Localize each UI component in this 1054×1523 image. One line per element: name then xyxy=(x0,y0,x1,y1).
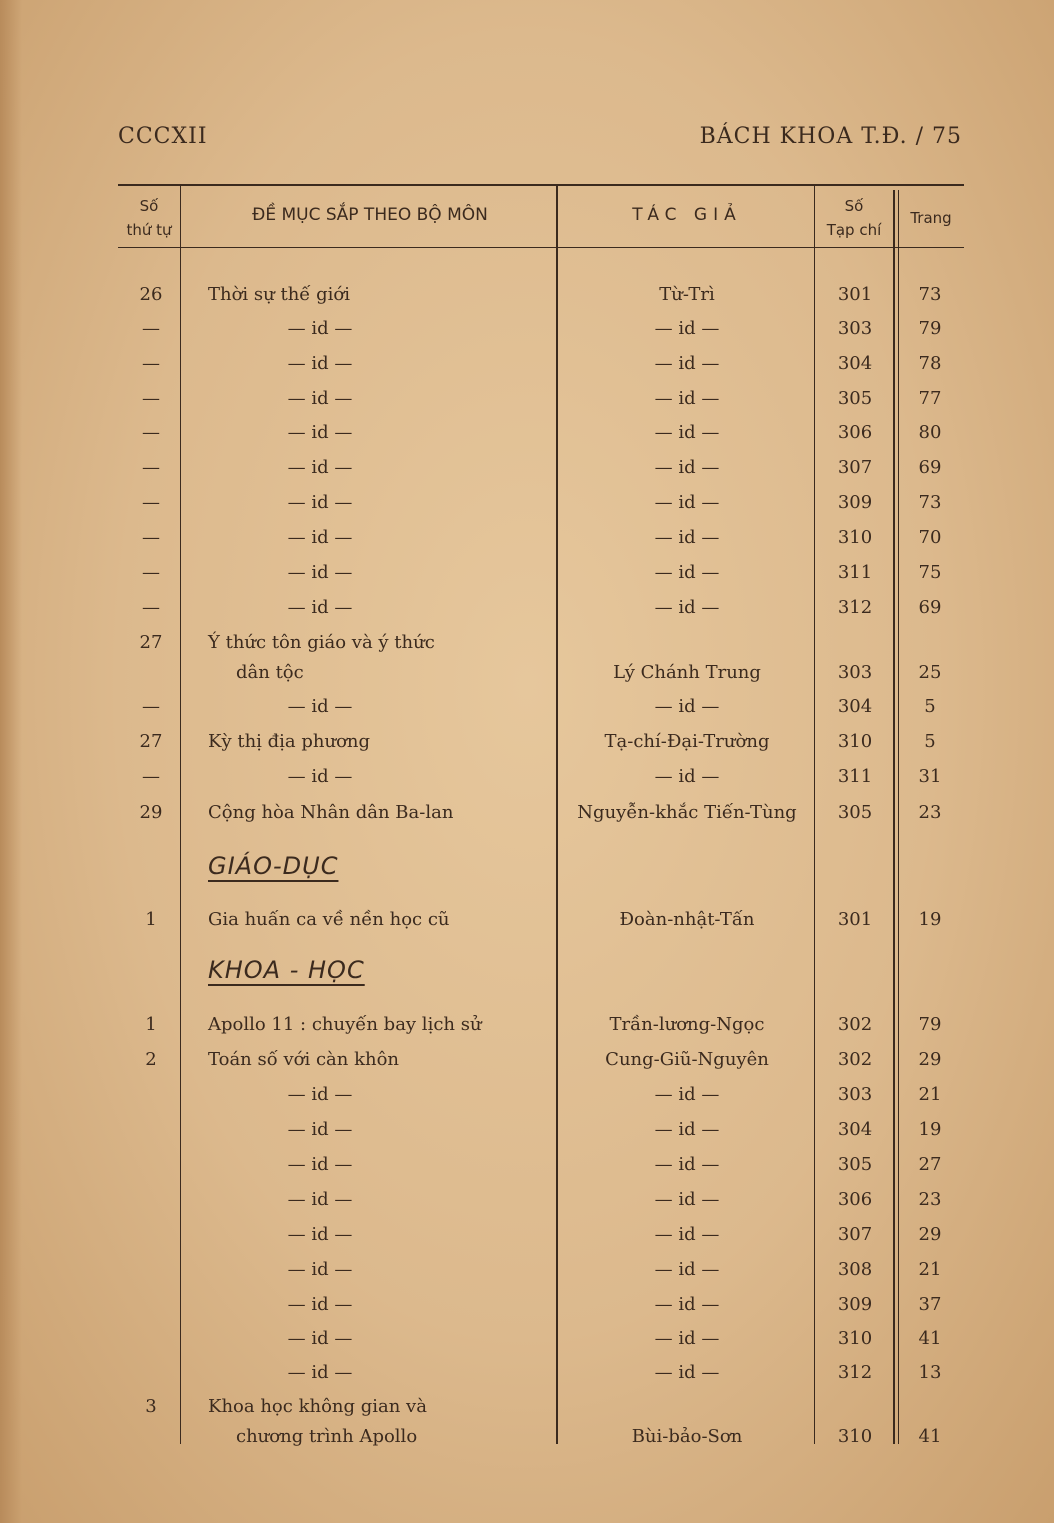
row-title: — id — xyxy=(287,1119,353,1140)
table-row xyxy=(0,451,1054,485)
journal-title-page: BÁCH KHOA T.Đ. / 75 xyxy=(699,124,962,149)
row-number: 1 xyxy=(145,1014,157,1035)
table-row xyxy=(0,347,1054,381)
row-number: — xyxy=(142,766,160,787)
row-author: — id — xyxy=(654,1259,720,1280)
row-issue: 312 xyxy=(837,1362,873,1383)
column-header-page: Trang xyxy=(910,209,952,227)
table-row xyxy=(0,278,1054,312)
table-row xyxy=(0,416,1054,450)
row-page: 5 xyxy=(924,696,936,717)
table-row xyxy=(0,1183,1054,1217)
row-issue: 305 xyxy=(837,802,873,823)
row-title: — id — xyxy=(287,353,353,374)
table-row xyxy=(0,1288,1054,1322)
row-number: 27 xyxy=(139,632,163,653)
row-page: 5 xyxy=(924,731,936,752)
page-header xyxy=(118,124,962,158)
table-row xyxy=(0,1322,1054,1356)
row-page: 75 xyxy=(918,562,942,583)
row-title: — id — xyxy=(287,597,353,618)
row-title: — id — xyxy=(287,766,353,787)
row-number: 26 xyxy=(139,284,163,305)
table-row xyxy=(0,760,1054,794)
row-number: — xyxy=(142,562,160,583)
table-row xyxy=(0,591,1054,625)
row-page: 69 xyxy=(918,457,942,478)
header-bottom-rule xyxy=(118,247,964,248)
row-page: 41 xyxy=(918,1328,942,1349)
row-author: — id — xyxy=(654,1189,720,1210)
row-author: — id — xyxy=(654,353,720,374)
row-title: — id — xyxy=(287,1328,353,1349)
row-number: — xyxy=(142,527,160,548)
column-header-number: Số thứ tự xyxy=(126,197,172,239)
row-author: — id — xyxy=(654,1119,720,1140)
row-issue: 310 xyxy=(837,731,873,752)
row-title: — id — xyxy=(287,1224,353,1245)
row-page: 73 xyxy=(918,492,942,513)
roman-page-number: CCCXII xyxy=(118,124,208,149)
row-issue: 302 xyxy=(837,1014,873,1035)
row-issue: 307 xyxy=(837,1224,873,1245)
row-number: 2 xyxy=(145,1049,157,1070)
row-title: — id — xyxy=(287,388,353,409)
row-title: dân tộc xyxy=(236,662,304,683)
row-number: — xyxy=(142,388,160,409)
row-title: chương trình Apollo xyxy=(236,1426,418,1447)
table-row xyxy=(0,312,1054,346)
row-issue: 303 xyxy=(837,318,873,339)
table-row xyxy=(0,521,1054,555)
table-row xyxy=(0,556,1054,590)
row-title: — id — xyxy=(287,527,353,548)
row-author: — id — xyxy=(654,562,720,583)
row-issue: 309 xyxy=(837,1294,873,1315)
row-title: — id — xyxy=(287,1294,353,1315)
row-author: Đoàn-nhật-Tấn xyxy=(619,909,755,930)
row-issue: 306 xyxy=(837,1189,873,1210)
table-row xyxy=(0,626,1054,660)
row-page: 19 xyxy=(918,909,942,930)
row-number: 29 xyxy=(139,802,163,823)
row-issue: 311 xyxy=(837,766,873,787)
row-issue: 310 xyxy=(837,1426,873,1447)
table-row xyxy=(0,656,1054,690)
row-page: 27 xyxy=(918,1154,942,1175)
table-row xyxy=(0,796,1054,830)
row-page: 69 xyxy=(918,597,942,618)
row-title: — id — xyxy=(287,1189,353,1210)
row-page: 79 xyxy=(918,318,942,339)
row-author: Từ-Trì xyxy=(659,284,715,305)
row-author: Lý Chánh Trung xyxy=(613,662,761,683)
row-page: 37 xyxy=(918,1294,942,1315)
row-title: Gia huấn ca về nền học cũ xyxy=(208,909,450,930)
row-title: — id — xyxy=(287,696,353,717)
row-author: — id — xyxy=(654,422,720,443)
table-row xyxy=(0,1253,1054,1287)
row-issue: 307 xyxy=(837,457,873,478)
row-number: — xyxy=(142,457,160,478)
row-number: — xyxy=(142,696,160,717)
row-author: — id — xyxy=(654,1224,720,1245)
row-author: — id — xyxy=(654,766,720,787)
row-author: — id — xyxy=(654,597,720,618)
row-author: — id — xyxy=(654,1084,720,1105)
row-page: 23 xyxy=(918,802,942,823)
row-page: 25 xyxy=(918,662,942,683)
row-issue: 309 xyxy=(837,492,873,513)
table-row xyxy=(0,1356,1054,1390)
row-title: — id — xyxy=(287,422,353,443)
row-issue: 304 xyxy=(837,1119,873,1140)
row-number: — xyxy=(142,353,160,374)
row-title: Toán số với càn khôn xyxy=(208,1049,400,1070)
table-row xyxy=(0,1390,1054,1424)
row-issue: 302 xyxy=(837,1049,873,1070)
row-title: Apollo 11 : chuyến bay lịch sử xyxy=(208,1014,482,1035)
table-row xyxy=(0,1148,1054,1182)
table-row xyxy=(0,690,1054,724)
table-row xyxy=(0,486,1054,520)
row-issue: 306 xyxy=(837,422,873,443)
row-number: — xyxy=(142,318,160,339)
row-issue: 303 xyxy=(837,662,873,683)
row-number: — xyxy=(142,597,160,618)
row-number: — xyxy=(142,422,160,443)
row-title: Khoa học không gian và xyxy=(208,1396,427,1417)
row-author: — id — xyxy=(654,457,720,478)
row-author: — id — xyxy=(654,492,720,513)
row-issue: 301 xyxy=(837,909,873,930)
row-title: — id — xyxy=(287,492,353,513)
row-issue: 303 xyxy=(837,1084,873,1105)
row-author: — id — xyxy=(654,527,720,548)
row-page: 21 xyxy=(918,1259,942,1280)
row-page: 73 xyxy=(918,284,942,305)
row-issue: 311 xyxy=(837,562,873,583)
row-number: 3 xyxy=(145,1396,157,1417)
row-author: Trần-lương-Ngọc xyxy=(609,1014,765,1035)
row-page: 77 xyxy=(918,388,942,409)
table-row xyxy=(0,1218,1054,1252)
row-page: 78 xyxy=(918,353,942,374)
table-row xyxy=(0,1113,1054,1147)
row-page: 31 xyxy=(918,766,942,787)
row-page: 80 xyxy=(918,422,942,443)
table-top-rule xyxy=(118,184,964,186)
section-heading-giao-duc: GIÁO-DỤC xyxy=(208,852,339,880)
row-title: — id — xyxy=(287,457,353,478)
row-issue: 312 xyxy=(837,597,873,618)
table-row xyxy=(0,903,1054,937)
row-author: — id — xyxy=(654,318,720,339)
row-number: — xyxy=(142,492,160,513)
row-author: — id — xyxy=(654,1362,720,1383)
row-page: 21 xyxy=(918,1084,942,1105)
table-row xyxy=(0,1008,1054,1042)
row-issue: 304 xyxy=(837,696,873,717)
row-title: — id — xyxy=(287,1154,353,1175)
row-number: 27 xyxy=(139,731,163,752)
row-title: Kỳ thị địa phương xyxy=(208,731,371,752)
row-page: 19 xyxy=(918,1119,942,1140)
row-issue: 301 xyxy=(837,284,873,305)
row-issue: 310 xyxy=(837,527,873,548)
row-title: — id — xyxy=(287,1259,353,1280)
row-issue: 305 xyxy=(837,1154,873,1175)
table-row xyxy=(0,725,1054,759)
table-row xyxy=(0,1420,1054,1454)
table-row xyxy=(0,1043,1054,1077)
row-author: — id — xyxy=(654,388,720,409)
row-title: — id — xyxy=(287,318,353,339)
column-header-author: TÁC GIẢ xyxy=(632,205,742,225)
row-page: 29 xyxy=(918,1049,942,1070)
row-title: — id — xyxy=(287,1362,353,1383)
row-page: 29 xyxy=(918,1224,942,1245)
row-author: Tạ-chí-Đại-Trường xyxy=(604,731,770,752)
column-header-issue: Số Tạp chí xyxy=(826,197,882,239)
row-issue: 310 xyxy=(837,1328,873,1349)
row-author: — id — xyxy=(654,1328,720,1349)
row-page: 13 xyxy=(918,1362,942,1383)
row-title: — id — xyxy=(287,562,353,583)
row-issue: 305 xyxy=(837,388,873,409)
row-author: — id — xyxy=(654,1294,720,1315)
table-row xyxy=(0,1078,1054,1112)
row-page: 41 xyxy=(918,1426,942,1447)
row-number: 1 xyxy=(145,909,157,930)
row-author: Cung-Giũ-Nguyên xyxy=(605,1049,769,1070)
row-title: — id — xyxy=(287,1084,353,1105)
row-issue: 308 xyxy=(837,1259,873,1280)
row-issue: 304 xyxy=(837,353,873,374)
row-title: Ý thức tôn giáo và ý thức xyxy=(208,632,435,653)
column-header-title: ĐỀ MỤC SẮP THEO BỘ MÔN xyxy=(252,205,488,225)
row-title: Cộng hòa Nhân dân Ba-lan xyxy=(208,802,454,823)
row-author: — id — xyxy=(654,1154,720,1175)
row-page: 23 xyxy=(918,1189,942,1210)
row-author: Bùi-bảo-Sơn xyxy=(631,1426,743,1447)
row-page: 79 xyxy=(918,1014,942,1035)
row-title: Thời sự thế giới xyxy=(208,284,350,305)
row-author: Nguyễn-khắc Tiến-Tùng xyxy=(577,802,797,823)
row-page: 70 xyxy=(918,527,942,548)
section-heading-khoa-hoc: KHOA - HỌC xyxy=(208,956,365,984)
table-row xyxy=(0,382,1054,416)
row-author: — id — xyxy=(654,696,720,717)
